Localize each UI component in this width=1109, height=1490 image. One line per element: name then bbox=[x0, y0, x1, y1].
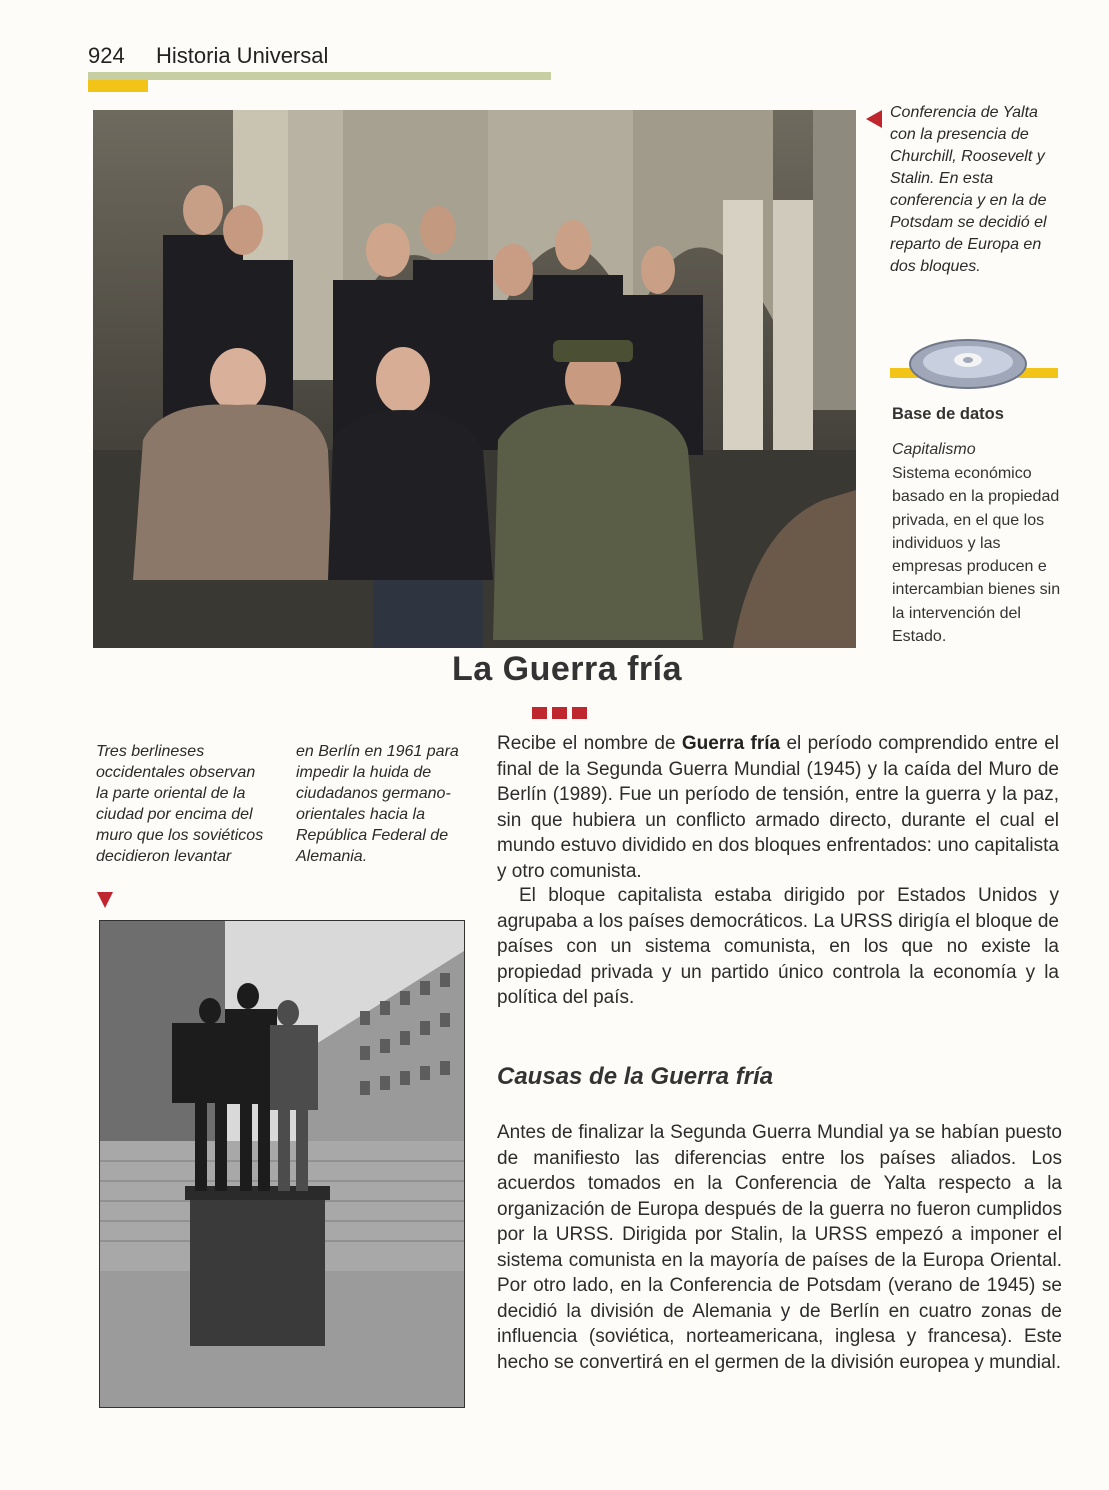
database-title: Base de datos bbox=[892, 405, 1004, 423]
intro-text-start: Recibe el nombre de bbox=[497, 733, 682, 754]
cd-disc-icon bbox=[890, 338, 1058, 398]
title-decoration-squares bbox=[532, 706, 592, 724]
berlin-photo-caption-part2: en Berlín en 1961 para impedir la huida de ciudadanos germano-orientales hacia la República Federal de Alemania. bbox=[296, 743, 459, 865]
yalta-photo-caption: Conferencia de Yalta con la presencia de Churchill, Roosevelt y Stalin. En esta conferencia y en la de Potsdam se decidió el reparto de Europa en dos bloques. bbox=[890, 104, 1047, 275]
book-title: Historia Universal bbox=[156, 43, 329, 68]
header-accent-bar bbox=[88, 80, 148, 92]
database-definition: Sistema económico basado en la propiedad privada, en el que los individuos y las empresas producen e intercambian bienes sin la intervención del Estado. bbox=[892, 465, 1061, 646]
intro-paragraph-2: El bloque capitalista estaba dirigido por Estados Unidos y agrupaba a los países democráticos. La URSS dirigía el bloque de países con un sistema comunista, en los que no existe la propiedad privada y un partido único controla la economía y la política del país. bbox=[497, 885, 1059, 1008]
berlin-wall-photo bbox=[99, 920, 465, 1408]
causes-heading: Causas de la Guerra fría bbox=[497, 1063, 774, 1090]
section-title: La Guerra fría bbox=[452, 650, 682, 688]
page-number: 924 bbox=[88, 43, 125, 68]
yalta-conference-photo bbox=[93, 110, 856, 648]
header-rule bbox=[88, 72, 551, 80]
berlin-photo-caption-part1: Tres berlineses occidentales observan la parte oriental de la ciudad por encima del muro que los soviéticos decidieron levantar bbox=[96, 743, 264, 865]
intro-text-rest: el período comprendido entre el final de la Segunda Guerra Mundial (1945) y la caída del Muro de Berlín (1989). Fue un período de tensión, entre la guerra y la paz, sin que hubiera un conflicto armado directo, durante el cual el mundo estuvo dividido en dos bloques enfrentados: uno capitalista y otro comunista. bbox=[497, 733, 1060, 882]
intro-paragraph-1 bbox=[497, 731, 1059, 884]
causes-paragraph: Antes de finalizar la Segunda Guerra Mundial ya se habían puesto de manifiesto las diferencias entre los países aliados. Los acuerdos tomados en la Conferencia de Yalta respecto a la organización de Europa después de la guerra no fueron cumplidos por la URSS. Dirigida por Stalin, la URSS empezó a imponer el sistema comunista en la mayoría de países de la Europa Oriental. Por otro lado, en la Conferencia de Potsdam (verano de 1945) se decidió la división de Alemania y de Berlín en cuatro zonas de influencia (soviética, norteamericana, inglesa y francesa). Este hecho se convertirá en el germen de la división europea y mundial. bbox=[497, 1122, 1062, 1373]
caption-pointer-left-icon bbox=[866, 110, 882, 133]
intro-keyword: Guerra fría bbox=[681, 733, 781, 754]
database-term: Capitalismo bbox=[892, 441, 976, 458]
caption-pointer-down-icon bbox=[97, 892, 113, 913]
